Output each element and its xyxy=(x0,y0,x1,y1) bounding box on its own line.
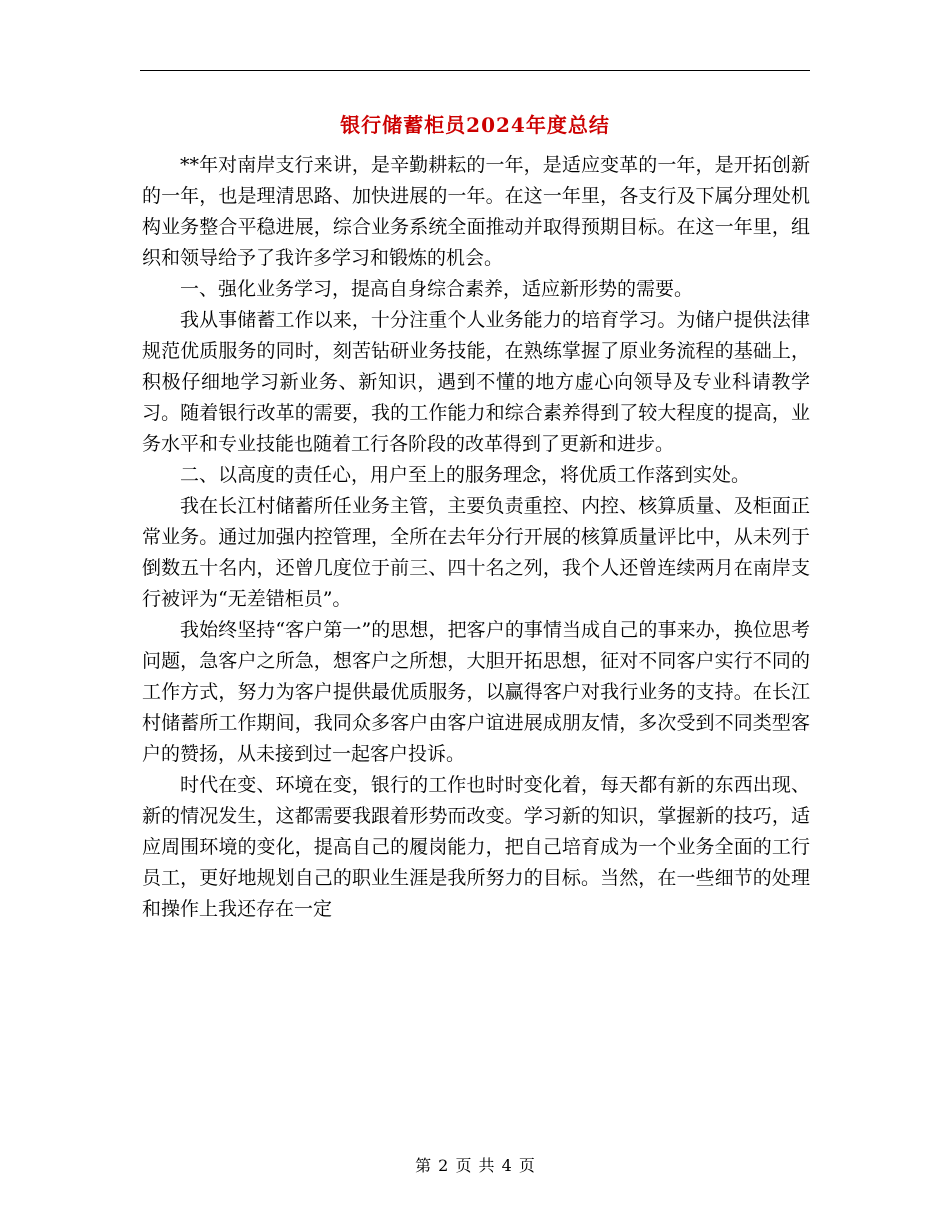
page-footer: 第 2 页 共 4 页 xyxy=(415,1156,535,1175)
paragraph-supervisor: 我在长江村储蓄所任业务主管，主要负责重控、内控、核算质量、及柜面正常业务。通过加强内控管理，全所在去年分行开展的核算质量评比中，从未列于倒数五十名内，还曾几度位于前三、四十名之列，我个人还曾连续两月在南岸支行被评为“无差错柜员”。 xyxy=(142,495,810,610)
section-heading-2: 二、以高度的责任心，用户至上的服务理念，将优质工作落到实处。 xyxy=(180,464,751,486)
paragraph-customer-first: 我始终坚持“客户第一”的思想，把客户的事情当成自己的事来办，换位思考问题，急客户之所急，想客户之所想，大胆开拓思想，征对不同客户实行不同的工作方式，努力为客户提供最优质服务，以赢得客户对我行业务的支持。在长江村储蓄所工作期间，我同众多客户由客户谊进展成朋友情，多次受到不同类型客户的赞扬，从未接到过一起客户投诉。 xyxy=(142,619,810,765)
header-rule xyxy=(140,70,810,71)
section-heading-1: 一、强化业务学习，提高自身综合素养，适应新形势的需要。 xyxy=(180,278,694,300)
paragraph-study: 我从事储蓄工作以来，十分注重个人业务能力的培育学习。为储户提供法律规范优质服务的同时，刻苦钻研业务技能，在熟练掌握了原业务流程的基础上，积极仔细地学习新业务、新知识，遇到不懂的地方虚心向领导及专业科请教学习。随着银行改革的需要，我的工作能力和综合素养得到了较大程度的提高，业务水平和专业技能也随着工行各阶段的改革得到了更新和进步。 xyxy=(142,309,810,455)
paragraph-change: 时代在变、环境在变，银行的工作也时时变化着，每天都有新的东西出现、新的情况发生，这都需要我跟着形势而改变。学习新的知识，掌握新的技巧，适应周围环境的变化，提高自己的履岗能力，把自己培育成为一个业务全面的工行员工，更好地规划自己的职业生涯是我所努力的目标。当然，在一些细节的处理和操作上我还存在一定 xyxy=(142,774,810,920)
paragraph-intro: **年对南岸支行来讲，是辛勤耕耘的一年，是适应变革的一年，是开拓创新的一年，也是理清思路、加快进展的一年。在这一年里，各支行及下属分理处机构业务整合平稳进展，综合业务系统全面推动并取得预期目标。在这一年里，组织和领导给予了我许多学习和锻炼的机会。 xyxy=(142,154,810,269)
document-body xyxy=(142,150,810,925)
document-title: 银行储蓄柜员2024年度总结 xyxy=(340,113,610,137)
